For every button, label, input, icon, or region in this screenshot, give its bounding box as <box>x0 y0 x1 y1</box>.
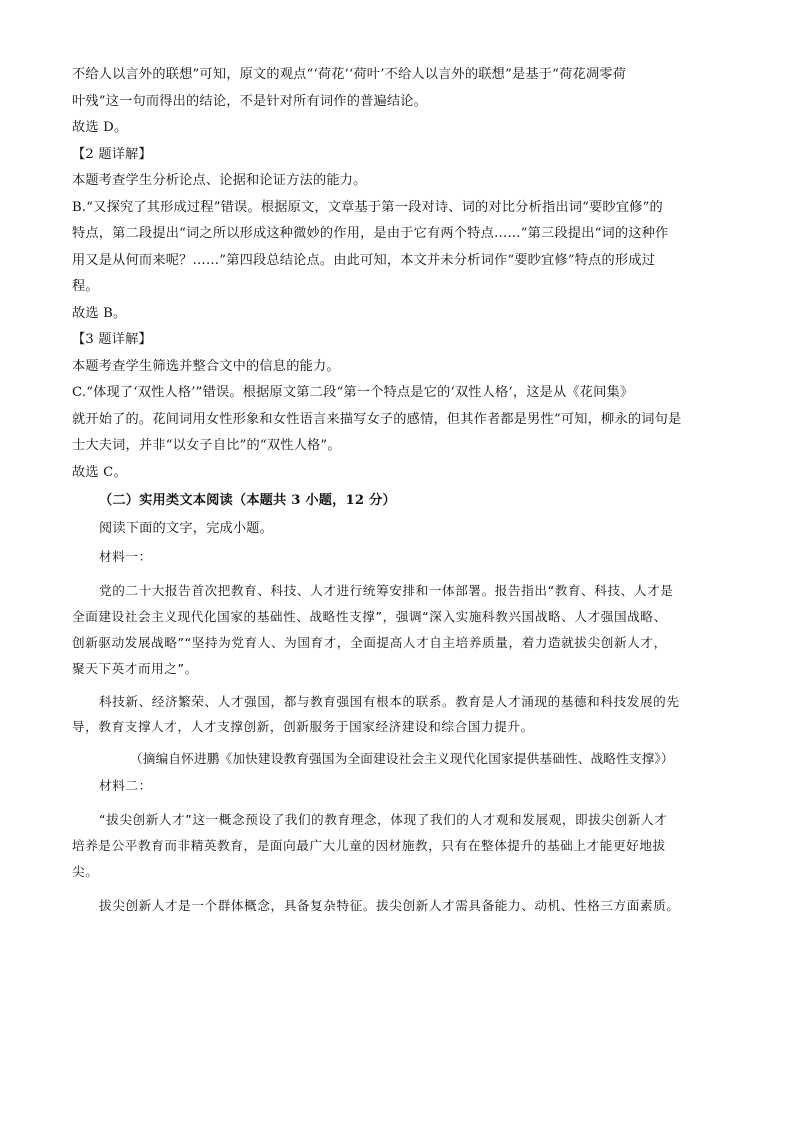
material-1-source: （摘编自怀进鹏《加快建设教育强国为全面建设社会主义现代化国家提供基础性、战略性支撑》） <box>130 751 674 766</box>
q2-line-2: B.“又探究了其形成过程”错误。根据原文，文章基于第一段对诗、词的对比分析指出词“要眇宜修”的 <box>72 200 663 215</box>
q1-tail-line-2: 叶残”这一句而得出的结论，不是针对所有词作的普遍结论。 <box>72 94 428 109</box>
q3-choice: 故选 C。 <box>72 465 127 480</box>
section-two-instruction: 阅读下面的文字，完成小题。 <box>99 521 274 536</box>
material-2-label: 材料二： <box>99 778 152 793</box>
material-1-label: 材料一： <box>99 549 152 564</box>
q3-heading: 【3 题详解】 <box>72 332 152 347</box>
q2-line-5: 程。 <box>72 279 99 294</box>
material-2-para1-line-1: “拔尖创新人才”这一概念预设了我们的教育理念，体现了我们的人才观和发展观，即拔尖创新人才 <box>99 812 668 827</box>
material-1-para1-line-3: 创新驱动发展战略”“坚持为党育人、为国育才，全面提高人才自主培养质量，着力造就拔尖创新人才， <box>72 635 667 650</box>
q2-line-4: 用又是从何而来呢？……”第四段总结论点。由此可知，本文并未分析词作“要眇宜修”特点的形成过 <box>72 253 656 268</box>
material-2-para1-line-2: 培养是公平教育而非精英教育，是面向最广大儿童的因材施教，只有在整体提升的基础上才能更好地拔 <box>72 838 666 853</box>
material-2-para2-line-1: 拔尖创新人才是一个群体概念，具备复杂特征。拔尖创新人才需具备能力、动机、性格三方面素质。 <box>99 898 680 913</box>
material-2-para1-line-3: 尖。 <box>72 864 99 879</box>
q3-line-3: 就开始了的。花间词用女性形象和女性语言来描写女子的感情，但其作者都是男性”可知，柳永的词句是 <box>72 412 682 427</box>
q2-heading: 【2 题详解】 <box>72 147 152 162</box>
q1-choice: 故选 D。 <box>72 120 128 135</box>
material-1-para1-line-2: 全面建设社会主义现代化国家的基础性、战略性支撑”，强调“深入实施科教兴国战略、人才强国战略、 <box>72 609 667 624</box>
q2-line-1: 本题考查学生分析论点、论据和论证方法的能力。 <box>72 173 367 188</box>
material-1-para2-line-2: 导，教育支撑人才，人才支撑创新，创新服务于国家经济建设和综合国力提升。 <box>72 719 534 734</box>
q2-line-3: 特点，第二段提出“词之所以形成这种微妙的作用，是由于它有两个特点……”第三段提出“词的这种作 <box>72 226 669 241</box>
section-two-title: （二）实用类文本阅读（本题共 3 小题，12 分） <box>99 493 396 508</box>
q2-choice: 故选 B。 <box>72 306 127 321</box>
q3-line-1: 本题考查学生筛选并整合文中的信息的能力。 <box>72 359 340 374</box>
q3-line-4: 士大夫词，并非“以女子自比”的“双性人格”。 <box>72 438 341 453</box>
q3-line-2: C.“体现了‘双性人格’”错误。根据原文第二段“第一个特点是它的‘双性人格’，这是从《花间集》 <box>72 385 634 400</box>
material-1-para1-line-4: 聚天下英才而用之”。 <box>72 661 198 676</box>
material-1-para1-line-1: 党的二十大报告首次把教育、科技、人才进行统筹安排和一体部署。报告指出“教育、科技、人才是 <box>99 583 674 598</box>
material-1-para2-line-1: 科技新、经济繁荣、人才强国，都与教育强国有根本的联系。教育是人才涌现的基德和科技发展的先 <box>99 694 680 709</box>
q1-tail-line-1: 不给人以言外的联想”可知，原文的观点“‘荷花’‘荷叶’不给人以言外的联想”是基于“荷花凋零荷 <box>72 67 627 82</box>
